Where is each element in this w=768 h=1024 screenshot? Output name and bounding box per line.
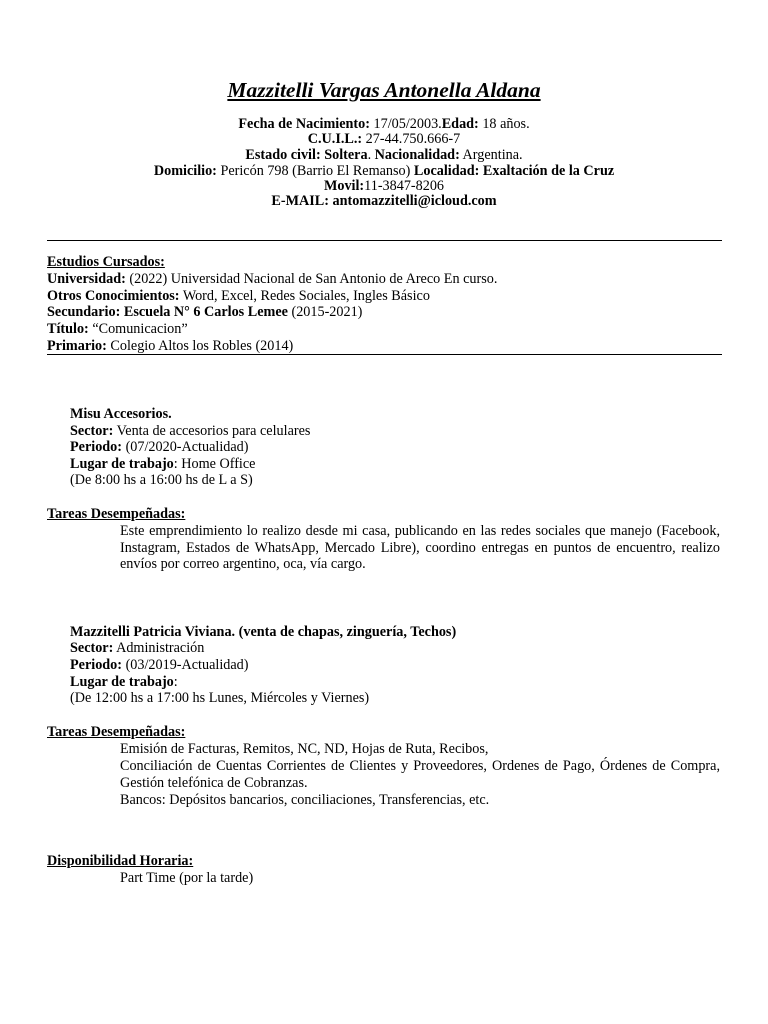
cuil-value: 27-44.750.666-7	[362, 131, 461, 147]
title-line	[47, 321, 188, 338]
job1-sector-value: Venta de accesorios para celulares	[113, 423, 311, 439]
job2-sector-line	[70, 640, 204, 657]
address-value: Pericón 798 (Barrio El Remanso)	[216, 163, 414, 179]
job2-period-value: (03/2019-Actualidad)	[122, 657, 249, 673]
email-value: antomazzitelli@icloud.com	[328, 193, 497, 209]
civil-separator: .	[367, 147, 375, 163]
university-value: (2022) Universidad Nacional de San Antonio de Areco En curso.	[125, 271, 498, 287]
job1-sector-label: Sector:	[70, 423, 114, 439]
job1-period-label: Periodo:	[70, 439, 123, 455]
birth-value: 17/05/2003.	[369, 116, 442, 132]
divider-top	[47, 240, 722, 241]
age-label: Edad:	[441, 116, 479, 132]
availability-heading: Disponibilidad Horaria:	[47, 853, 194, 869]
job2-period-line	[70, 657, 248, 674]
university-line	[47, 271, 497, 288]
secondary-line	[47, 304, 362, 321]
job2-task-3: Bancos: Depósitos bancarios, conciliaciones, Transferencias, etc.	[120, 792, 490, 808]
primary-value: Colegio Altos los Robles (2014)	[106, 338, 294, 354]
email-label: E-MAIL:	[271, 193, 329, 209]
job1-place-value: : Home Office	[173, 456, 256, 472]
job1-tasks-text: Este emprendimiento lo realizo desde mi casa, publicando en las redes sociales que manejo (Facebook, Instagram, Estados de WhatsApp, Mercado Libre), coordino entregas en puntos de encuentro, realizo envíos por correo argentino, oca, vía cargo.	[120, 523, 720, 573]
divider-studies	[47, 354, 722, 355]
email-line	[0, 193, 768, 210]
job2-task-1: Emisión de Facturas, Remitos, NC, ND, Hojas de Ruta, Recibos,	[120, 741, 489, 757]
job1-period-value: (07/2020-Actualidad)	[122, 439, 249, 455]
age-value: 18 años.	[478, 116, 530, 132]
job2-place-label: Lugar de trabajo	[70, 674, 174, 690]
mobile-label: Movil:	[323, 178, 365, 194]
job1-company	[70, 406, 172, 423]
job1-tasks-heading: Tareas Desempeñadas:	[47, 506, 186, 522]
other-knowledge-label: Otros Conocimientos:	[47, 288, 180, 304]
cuil-line	[0, 131, 768, 148]
mobile-value: 11-3847-8206	[364, 178, 445, 194]
primary-label: Primario:	[47, 338, 107, 354]
other-knowledge-line	[47, 288, 430, 305]
studies-heading: Estudios Cursados:	[47, 254, 165, 270]
job2-place-line	[70, 674, 178, 691]
nationality-label: Nacionalidad:	[374, 147, 460, 163]
civil-label: Estado civil: Soltera	[245, 147, 368, 163]
job2-company	[70, 624, 456, 641]
job1-company-name: Misu Accesorios.	[70, 406, 172, 422]
university-label: Universidad:	[47, 271, 126, 287]
job2-period-label: Periodo:	[70, 657, 123, 673]
job1-hours: (De 8:00 hs a 16:00 hs de L a S)	[70, 472, 253, 488]
secondary-label: Secundario: Escuela N° 6 Carlos Lemee	[47, 304, 288, 320]
job2-tasks-heading: Tareas Desempeñadas:	[47, 724, 186, 740]
other-knowledge-value: Word, Excel, Redes Sociales, Ingles Básico	[179, 288, 430, 304]
job2-hours: (De 12:00 hs a 17:00 hs Lunes, Miércoles y Viernes)	[70, 690, 370, 706]
civil-line	[0, 147, 768, 164]
job2-sector-value: Administración	[113, 640, 205, 656]
job2-company-name: Mazzitelli Patricia Viviana. (venta de chapas, zinguería, Techos)	[70, 624, 457, 640]
degree-title-label: Título:	[47, 321, 89, 337]
nationality-value: Argentina.	[459, 147, 523, 163]
locality-label: Localidad: Exaltación de la Cruz	[413, 163, 615, 179]
degree-title-value: “Comunicacion”	[88, 321, 188, 337]
job1-place-line	[70, 456, 255, 473]
job2-task-2: Conciliación de Cuentas Corrientes de Clientes y Proveedores, Ordenes de Pago, Órdenes de Compra, Gestión telefónica de Cobranzas.	[120, 758, 720, 791]
job1-period-line	[70, 439, 248, 456]
job2-place-value: :	[173, 674, 178, 690]
availability-value: Part Time (por la tarde)	[120, 870, 254, 886]
primary-line	[47, 338, 293, 355]
job1-place-label: Lugar de trabajo	[70, 456, 174, 472]
candidate-name: Mazzitelli Vargas Antonella Aldana	[227, 78, 541, 102]
secondary-value: (2015-2021)	[287, 304, 363, 320]
address-label: Domicilio:	[153, 163, 217, 179]
birth-label: Fecha de Nacimiento:	[238, 116, 370, 132]
job2-sector-label: Sector:	[70, 640, 114, 656]
job1-sector-line	[70, 423, 310, 440]
cuil-label: C.U.I.L.:	[307, 131, 363, 147]
